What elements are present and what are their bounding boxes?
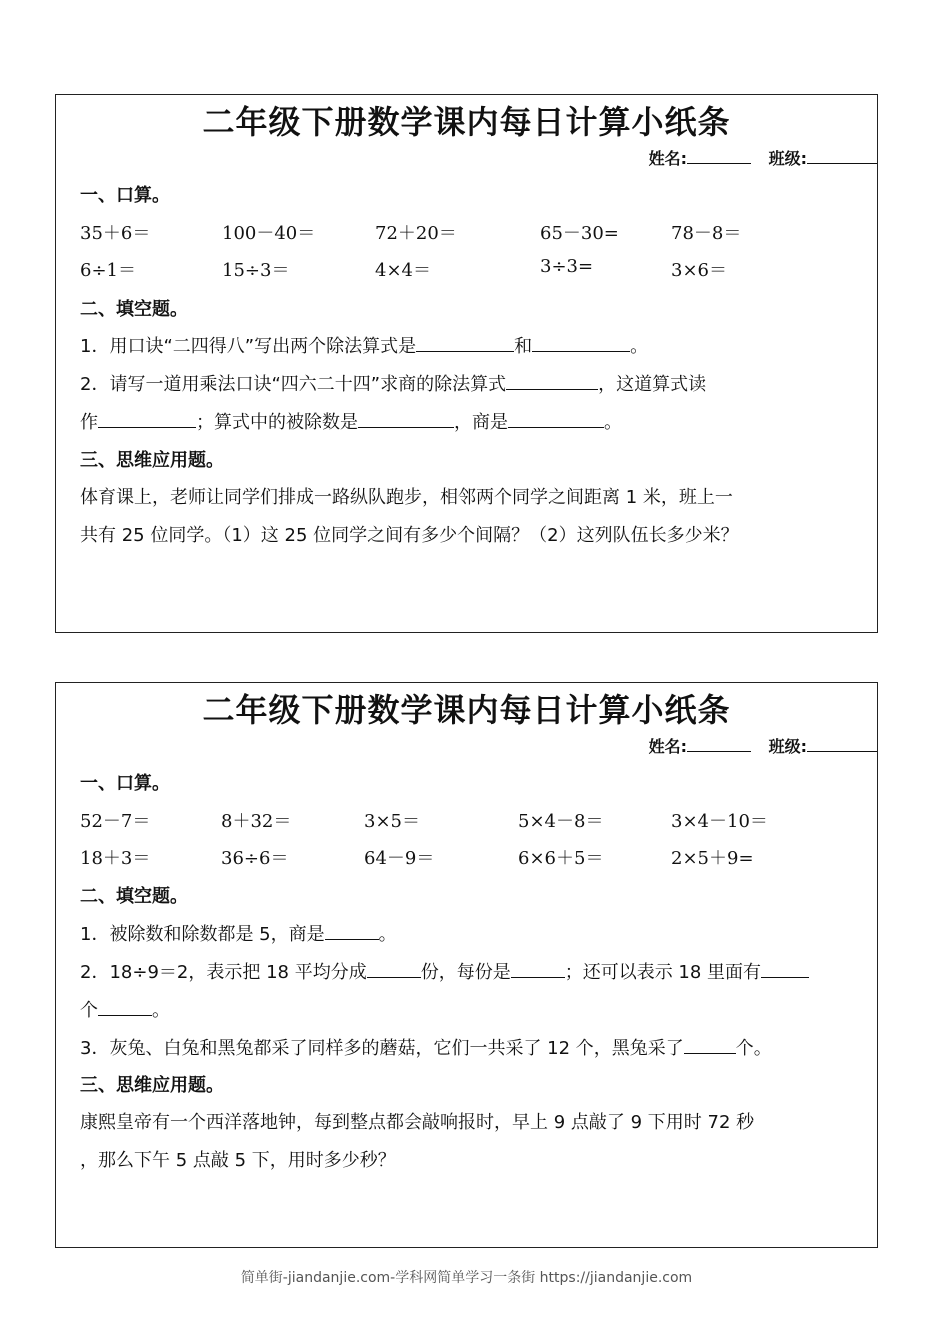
section-oral-heading: 一、口算。 bbox=[80, 773, 170, 794]
fill-question-3: 3．灰兔、白兔和黑兔都采了同样多的蘑菇，它们一共采了 12 个，黑兔采了 个。 bbox=[80, 1038, 772, 1059]
answer-blank[interactable] bbox=[508, 410, 604, 428]
oral-row-1 bbox=[56, 807, 877, 835]
section-fill-heading: 二、填空题。 bbox=[80, 299, 188, 320]
answer-blank[interactable] bbox=[325, 922, 379, 940]
oral-item: 72＋20＝ bbox=[375, 223, 457, 244]
application-text-line: 康熙皇帝有一个西洋落地钟，每到整点都会敲响报时，早上 9 点敲了 9 下用时 72 秒 bbox=[80, 1112, 755, 1133]
oral-item: 6÷1＝ bbox=[80, 260, 136, 281]
application-text-line: 体育课上，老师让同学们排成一路纵队跑步，相邻两个同学之间距离 1 米，班上一 bbox=[80, 487, 733, 508]
fill-question-2-cont: 个 。 bbox=[80, 1000, 170, 1021]
oral-item: 36÷6＝ bbox=[221, 848, 289, 869]
name-field[interactable] bbox=[687, 737, 751, 752]
answer-blank[interactable] bbox=[367, 960, 421, 978]
section-application-heading: 三、思维应用题。 bbox=[80, 450, 224, 471]
application-text-line: ，那么下午 5 点敲 5 下，用时多少秒？ bbox=[80, 1150, 396, 1171]
oral-row-1 bbox=[56, 219, 877, 247]
oral-row-2 bbox=[56, 844, 877, 872]
oral-item: 2×5＋9= bbox=[671, 848, 754, 869]
oral-item: 3÷3= bbox=[540, 256, 594, 277]
fill-question-2: 2．18÷9＝2，表示把 18 平均分成 份，每份是 ；还可以表示 18 里面有 bbox=[80, 958, 809, 984]
oral-item: 8＋32＝ bbox=[221, 811, 292, 832]
page-footer: 简单街-jiandanjie.com-学科网简单学习一条街 https://jiandanjie.com bbox=[240, 1270, 693, 1286]
card-title: 二年级下册数学课内每日计算小纸条 bbox=[202, 103, 731, 141]
name-field[interactable] bbox=[687, 149, 751, 164]
answer-blank[interactable] bbox=[532, 334, 630, 352]
oral-row-2 bbox=[56, 256, 877, 284]
class-field[interactable] bbox=[807, 737, 877, 752]
answer-blank[interactable] bbox=[98, 410, 196, 428]
oral-item: 65－30= bbox=[540, 223, 619, 244]
name-label: 姓名: bbox=[648, 737, 688, 756]
oral-item: 3×5＝ bbox=[364, 811, 420, 832]
worksheet-card-2 bbox=[55, 682, 878, 1248]
answer-blank[interactable] bbox=[511, 960, 565, 978]
answer-blank[interactable] bbox=[98, 998, 152, 1016]
fill-question-2: 2．请写一道用乘法口诀“四六二十四”求商的除法算式 ，这道算式读 bbox=[80, 374, 707, 395]
oral-item: 18＋3＝ bbox=[80, 848, 151, 869]
name-class-bar bbox=[649, 146, 877, 169]
oral-item: 4×4＝ bbox=[375, 260, 431, 281]
answer-blank[interactable] bbox=[506, 372, 598, 390]
class-label: 班级: bbox=[768, 149, 807, 168]
oral-item: 15÷3＝ bbox=[222, 260, 290, 281]
application-text-line: 共有 25 位同学。（1）这 25 位同学之间有多少个间隔？（2）这列队伍长多少米？ bbox=[80, 525, 739, 546]
class-field[interactable] bbox=[807, 149, 877, 164]
class-label: 班级: bbox=[768, 737, 807, 756]
answer-blank[interactable] bbox=[358, 410, 454, 428]
card-title: 二年级下册数学课内每日计算小纸条 bbox=[202, 691, 731, 729]
oral-item: 3×6＝ bbox=[671, 260, 727, 281]
answer-blank[interactable] bbox=[416, 334, 514, 352]
oral-item: 52－7＝ bbox=[80, 811, 151, 832]
oral-item: 78－8＝ bbox=[671, 223, 742, 244]
oral-item: 64－9＝ bbox=[364, 848, 435, 869]
oral-item: 100－40＝ bbox=[222, 223, 316, 244]
fill-question-1: 1．被除数和除数都是 5，商是 。 bbox=[80, 924, 397, 945]
oral-item: 6×6＋5＝ bbox=[518, 848, 604, 869]
name-label: 姓名: bbox=[648, 149, 688, 168]
worksheet-card-1 bbox=[55, 94, 878, 633]
oral-item: 35＋6＝ bbox=[80, 223, 151, 244]
oral-item: 3×4－10＝ bbox=[671, 811, 768, 832]
section-application-heading: 三、思维应用题。 bbox=[80, 1075, 224, 1096]
answer-blank[interactable] bbox=[761, 960, 809, 978]
section-fill-heading: 二、填空题。 bbox=[80, 886, 188, 907]
fill-question-1: 1．用口诀“二四得八”写出两个除法算式是 和 。 bbox=[80, 336, 649, 357]
section-oral-heading: 一、口算。 bbox=[80, 185, 170, 206]
name-class-bar bbox=[649, 734, 877, 757]
oral-item: 5×4－8＝ bbox=[518, 811, 604, 832]
fill-question-2-cont: 作 ；算式中的被除数是 ，商是 。 bbox=[80, 412, 622, 433]
answer-blank[interactable] bbox=[684, 1036, 736, 1054]
